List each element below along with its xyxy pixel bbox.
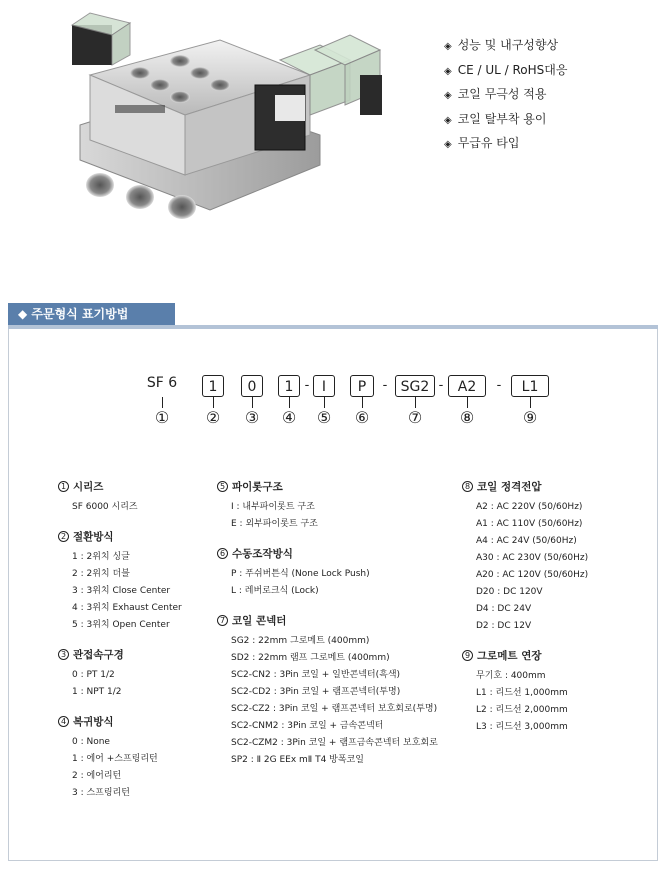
spec-item: 0 : PT 1/2 xyxy=(72,670,115,680)
spec-item: SF 6000 시리즈 xyxy=(72,502,138,512)
code-box-manual: P xyxy=(350,375,374,397)
spec-item: SC2-CN2 : 3Pin 코일 + 일반콘넥터(흑색) xyxy=(231,670,401,680)
spec-item: L : 레버로크식 (Lock) xyxy=(231,586,319,596)
section-title: 3 관접속구경 xyxy=(58,647,182,662)
code-connector-line xyxy=(530,397,531,408)
spec-item: A30 : AC 230V (50/60Hz) xyxy=(476,553,589,563)
section-title: 5 파이롯구조 xyxy=(217,479,438,494)
section-series xyxy=(58,479,182,516)
feature-list xyxy=(444,34,567,157)
code-dash: - xyxy=(304,378,310,393)
spec-item: SC2-CNM2 : 3Pin 코일 + 금속콘넥터 xyxy=(231,721,384,731)
circled-number: 1 xyxy=(58,481,69,492)
spec-column-2 xyxy=(217,479,438,782)
code-connector-line xyxy=(289,397,290,408)
circled-number: 9 xyxy=(462,650,473,661)
section-title: 6 수동조작방식 xyxy=(217,546,438,561)
code-connector-line xyxy=(415,397,416,408)
section-title: 8 코일 정격전압 xyxy=(462,479,588,494)
feature-item xyxy=(444,34,567,59)
code-prefix: SF 6 xyxy=(146,375,178,391)
diamond-bullet-icon: ◈ xyxy=(444,114,452,126)
spec-item: L2 : 리드선 2,000mm xyxy=(476,705,568,715)
spec-item: 2 : 에어리턴 xyxy=(72,771,122,781)
diamond-bullet-icon: ◈ xyxy=(444,139,452,150)
spec-item: D2 : DC 12V xyxy=(476,621,532,631)
feature-text: CE / UL / RoHS대응 xyxy=(457,62,568,77)
code-connector-line xyxy=(362,397,363,408)
code-box-return: 1 xyxy=(278,375,300,397)
feature-text: 코일 탈부착 용이 xyxy=(457,111,547,126)
spec-column-1 xyxy=(58,479,182,815)
section-title: 2 절환방식 xyxy=(58,529,182,544)
spec-item: D20 : DC 120V xyxy=(476,587,543,597)
spec-item: A2 : AC 220V (50/60Hz) xyxy=(476,502,583,512)
circled-number: 6 xyxy=(217,548,228,559)
code-connector-line xyxy=(213,397,214,408)
spec-item: SP2 : Ⅱ 2G EEx mⅡ T4 방폭코일 xyxy=(231,755,364,765)
section-title: 1 시리즈 xyxy=(58,479,182,494)
code-number-3: ③ xyxy=(244,408,260,427)
spec-item: D4 : DC 24V xyxy=(476,604,532,614)
code-dash: - xyxy=(382,378,388,393)
circled-number: 5 xyxy=(217,481,228,492)
section-title: 9 그로메트 연장 xyxy=(462,648,588,663)
code-box-grommet: L1 xyxy=(511,375,549,397)
feature-text: 무급유 타입 xyxy=(457,136,520,150)
code-number-8: ⑧ xyxy=(459,408,475,427)
code-number-9: ⑨ xyxy=(522,408,538,427)
circled-number: 8 xyxy=(462,481,473,492)
circled-number: 7 xyxy=(217,615,228,626)
code-box-connector: SG2 xyxy=(395,375,435,397)
section-return xyxy=(58,714,182,802)
circled-number: 4 xyxy=(58,716,69,727)
spec-item: 1 : 에어 +스프링리턴 xyxy=(72,754,158,764)
feature-text: 코일 무극성 적용 xyxy=(457,87,547,101)
code-dash: - xyxy=(496,378,502,393)
spec-item: SG2 : 22mm 그로메트 (400mm) xyxy=(231,636,370,646)
section-port-size xyxy=(58,647,182,701)
code-number-1: ① xyxy=(154,408,170,427)
spec-item: 5 : 3위치 Open Center xyxy=(72,620,170,630)
code-box-pilot: I xyxy=(313,375,335,397)
order-format-header: ◆ 주문형식 표기방법 xyxy=(8,303,175,325)
feature-item xyxy=(444,83,567,108)
circled-number: 3 xyxy=(58,649,69,660)
code-dash: - xyxy=(438,378,444,393)
spec-item: 3 : 스프링리턴 xyxy=(72,788,130,798)
circled-number: 2 xyxy=(58,531,69,542)
diamond-bullet-icon: ◈ xyxy=(444,41,452,52)
section-switching xyxy=(58,529,182,634)
section-title: 4 복귀방식 xyxy=(58,714,182,729)
code-number-4: ④ xyxy=(281,408,297,427)
spec-item: SC2-CZM2 : 3Pin 코일 + 램프금속콘넥터 보호회로 xyxy=(231,738,438,748)
section-title: 7 코일 콘넥터 xyxy=(217,613,438,628)
spec-item: 1 : 2위치 싱글 xyxy=(72,552,130,562)
feature-text: 성능 및 내구성향상 xyxy=(457,38,559,52)
code-connector-line xyxy=(467,397,468,408)
section-connector xyxy=(217,613,438,769)
code-number-6: ⑥ xyxy=(354,408,370,427)
spec-item: L1 : 리드선 1,000mm xyxy=(476,688,568,698)
spec-item: A20 : AC 120V (50/60Hz) xyxy=(476,570,589,580)
code-box-port: 0 xyxy=(241,375,263,397)
feature-item xyxy=(444,132,567,157)
feature-item xyxy=(444,108,567,133)
spec-item: SC2-CD2 : 3Pin 코일 + 램프콘넥터(투명) xyxy=(231,687,401,697)
spec-item: 3 : 3위치 Close Center xyxy=(72,586,171,596)
diamond-bullet-icon: ◈ xyxy=(444,65,452,77)
spec-item: A4 : AC 24V (50/60Hz) xyxy=(476,536,577,546)
spec-item: E : 외부파이롯트 구조 xyxy=(231,519,318,529)
diamond-bullet-icon: ◈ xyxy=(444,90,452,101)
spec-item: 4 : 3위치 Exhaust Center xyxy=(72,603,182,613)
code-connector-line xyxy=(252,397,253,408)
code-number-5: ⑤ xyxy=(316,408,332,427)
spec-item: L3 : 리드선 3,000mm xyxy=(476,722,568,732)
code-number-7: ⑦ xyxy=(407,408,423,427)
section-grommet xyxy=(462,648,588,736)
code-connector-line xyxy=(324,397,325,408)
spec-column-3 xyxy=(462,479,588,749)
code-number-2: ② xyxy=(205,408,221,427)
spec-item: P : 푸쉬버튼식 (None Lock Push) xyxy=(231,569,370,579)
feature-item xyxy=(444,59,567,84)
section-manual xyxy=(217,546,438,600)
spec-item: 1 : NPT 1/2 xyxy=(72,687,122,697)
spec-item: SC2-CZ2 : 3Pin 코일 + 램프콘넥터 보호회로(투명) xyxy=(231,704,438,714)
section-pilot xyxy=(217,479,438,533)
product-photo-valve-manifold xyxy=(60,5,410,225)
spec-item: 무기호 : 400mm xyxy=(476,671,546,681)
code-box-switching: 1 xyxy=(202,375,224,397)
spec-item: I : 내부파이롯트 구조 xyxy=(231,502,315,512)
spec-item: SD2 : 22mm 램프 그로메트 (400mm) xyxy=(231,653,390,663)
code-connector-line xyxy=(162,397,163,408)
section-voltage xyxy=(462,479,588,635)
spec-item: A1 : AC 110V (50/60Hz) xyxy=(476,519,583,529)
spec-item: 2 : 2위치 더블 xyxy=(72,569,130,579)
spec-item: 0 : None xyxy=(72,737,110,747)
code-box-voltage: A2 xyxy=(448,375,486,397)
